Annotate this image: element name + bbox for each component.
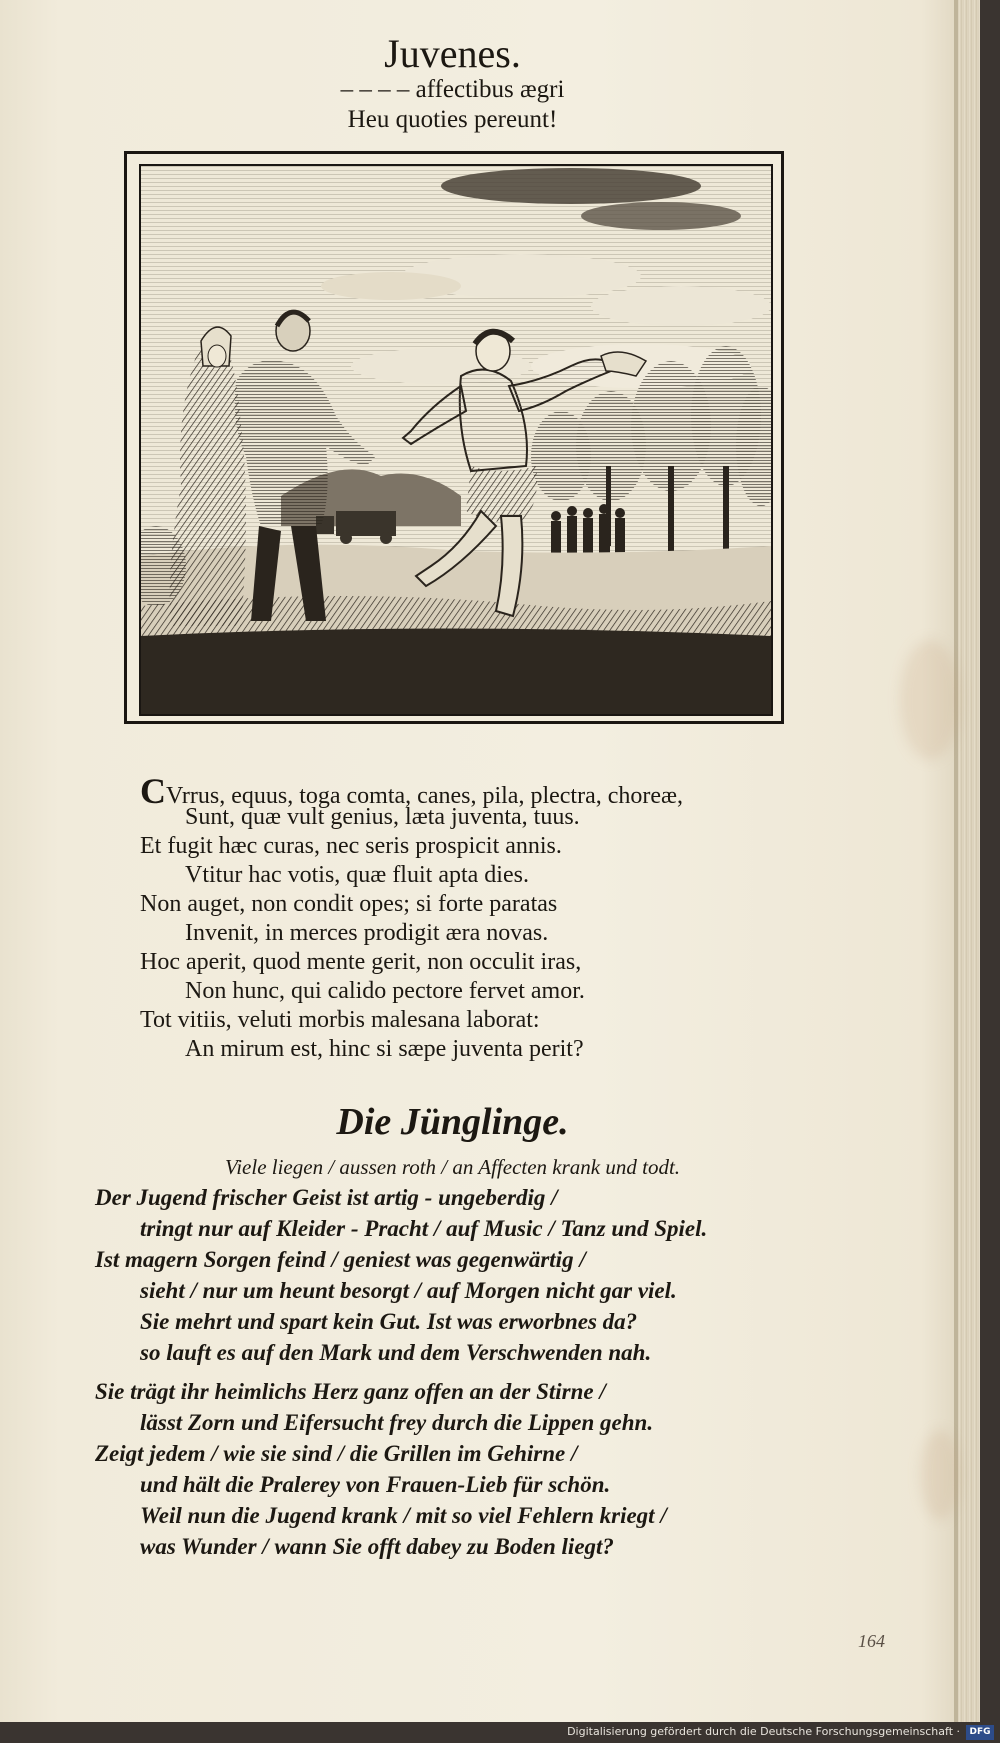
- engraving-frame: [124, 151, 784, 724]
- latin-line: Hoc aperit, quod mente gerit, non occulit iras,: [140, 949, 582, 975]
- engraving-illustration: [141, 166, 771, 714]
- german-line: Der Jugend frischer Geist ist artig - ungeberdig /: [95, 1185, 558, 1210]
- latin-line: Tot vitiis, veluti morbis malesana laborat:: [140, 1007, 540, 1033]
- dfg-logo: DFG: [966, 1725, 994, 1740]
- paper-stain: [900, 640, 960, 760]
- german-line: sieht / nur um heunt besorgt / auf Morgen nicht gar viel.: [140, 1278, 677, 1303]
- german-line: so lauft es auf den Mark und dem Verschwenden nah.: [140, 1340, 652, 1365]
- motto-line-2: Heu quoties pereunt!: [347, 106, 558, 133]
- german-line: und hält die Pralerey von Frauen-Lieb für schön.: [140, 1472, 611, 1497]
- german-line: was Wunder / wann Sie offt dabey zu Boden liegt?: [140, 1534, 614, 1559]
- credit-bar: [0, 1722, 1000, 1743]
- german-line: lässt Zorn und Eifersucht frey durch die Lippen gehn.: [140, 1410, 654, 1435]
- latin-line: Non auget, non condit opes; si forte paratas: [140, 891, 558, 917]
- page-title: Juvenes.: [384, 31, 521, 76]
- latin-line: Non hunc, qui calido pectore fervet amor.: [185, 978, 585, 1004]
- paper-stain: [920, 1430, 960, 1520]
- folio-number: 164: [858, 1631, 885, 1651]
- german-motto: Viele liegen / aussen roth / an Affecten krank und todt.: [224, 1155, 681, 1179]
- german-line: Sie mehrt und spart kein Gut. Ist was erworbnes da?: [140, 1309, 638, 1334]
- german-line: Sie trägt ihr heimlichs Herz ganz offen an der Stirne /: [95, 1379, 606, 1404]
- german-line: tringt nur auf Kleider - Pracht / auf Music / Tanz und Spiel.: [140, 1216, 708, 1241]
- german-line: Zeigt jedem / wie sie sind / die Grillen im Gehirne /: [95, 1441, 578, 1466]
- engraving-image: [139, 164, 773, 716]
- latin-line: Sunt, quæ vult genius, læta juventa, tuus.: [185, 804, 580, 830]
- motto-line-1: – – – – affectibus ægri: [340, 76, 565, 103]
- page-edges: [958, 0, 980, 1722]
- latin-line: Invenit, in merces prodigit æra novas.: [185, 920, 549, 946]
- latin-line: Et fugit hæc curas, nec seris prospicit annis.: [140, 833, 562, 859]
- german-title: Die Jünglinge.: [336, 1101, 569, 1143]
- latin-line: An mirum est, hinc si sæpe juventa perit?: [185, 1036, 584, 1062]
- latin-line-1-text: Vrrus, equus, toga comta, canes, pila, plectra, choreæ,: [166, 783, 684, 809]
- german-line: Ist magern Sorgen feind / geniest was gegenwärtig /: [95, 1247, 586, 1272]
- latin-line: Vtitur hac votis, quæ fluit apta dies.: [185, 862, 529, 888]
- drop-cap: C: [140, 771, 166, 811]
- digitization-credit: Digitalisierung gefördert durch die Deutsche Forschungsgemeinschaft ·: [567, 1725, 960, 1738]
- german-line: Weil nun die Jugend krank / mit so viel Fehlern kriegt /: [140, 1503, 667, 1528]
